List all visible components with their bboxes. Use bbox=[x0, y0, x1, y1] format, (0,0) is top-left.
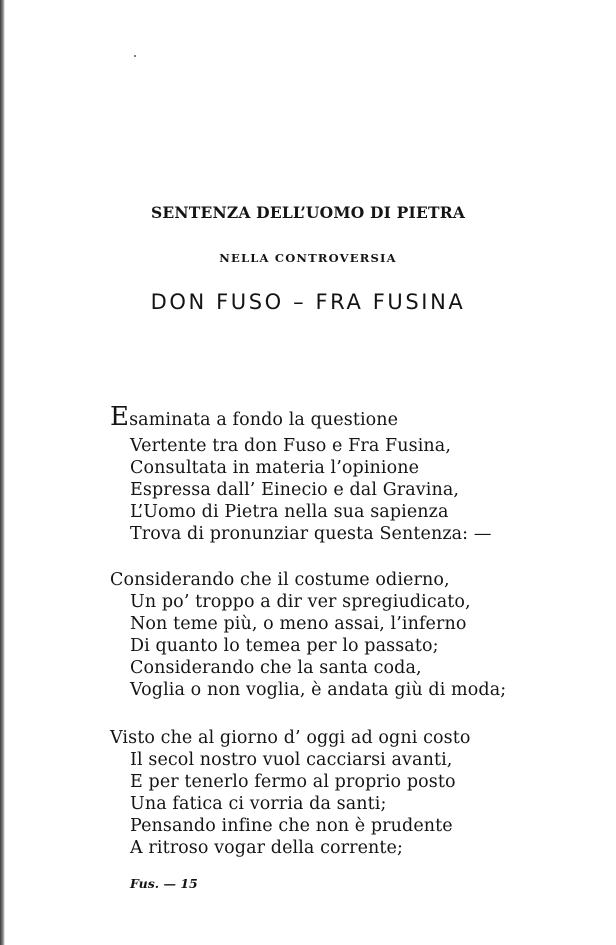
stanza-1-line-1 bbox=[110, 404, 398, 430]
drop-cap-initial: E bbox=[110, 402, 130, 432]
page-heading: DON FUSO – FRA FUSINA bbox=[150, 290, 466, 314]
page-title: SENTENZA DELL’UOMO DI PIETRA bbox=[150, 203, 466, 222]
page-subtitle: NELLA CONTROVERSIA bbox=[219, 251, 397, 265]
stanza-1-line-5: L’Uomo di Pietra nella sua sapienza bbox=[130, 502, 449, 522]
stanza-3-line-1: Visto che al giorno d’ oggi ad ogni costo bbox=[110, 728, 471, 748]
stanza-3-line-2: Il secol nostro vuol cacciarsi avanti, bbox=[130, 750, 453, 770]
stanza-1-line-1-text: saminata a fondo la questione bbox=[129, 410, 399, 430]
page-binding-edge bbox=[0, 0, 5, 945]
stanza-2-line-4: Di quanto lo temea per lo passato; bbox=[130, 636, 439, 656]
stanza-1-line-4: Espressa dall’ Einecio e dal Gravina, bbox=[130, 480, 460, 500]
stanza-3-line-3: E per tenerlo fermo al proprio posto bbox=[130, 772, 456, 792]
stanza-2-line-6: Voglia o non voglia, è andata giù di moda; bbox=[130, 680, 507, 700]
paper-speck bbox=[134, 55, 136, 57]
stanza-1-line-3: Consultata in materia l’opinione bbox=[130, 458, 420, 478]
stanza-1-line-2: Vertente tra don Fuso e Fra Fusina, bbox=[130, 436, 452, 456]
stanza-3-line-5: Pensando infine che non è prudente bbox=[130, 816, 453, 836]
stanza-3-line-6: A ritroso vogar della corrente; bbox=[130, 838, 403, 858]
stanza-1-line-6: Trova di pronunziar questa Sentenza: — bbox=[130, 524, 492, 544]
signature-mark: Fus. — 15 bbox=[130, 876, 198, 891]
stanza-2-line-3: Non teme più, o meno assai, l’inferno bbox=[130, 614, 467, 634]
stanza-2-line-2: Un po’ troppo a dir ver spregiudicato, bbox=[130, 592, 471, 612]
stanza-2-line-5: Considerando che la santa coda, bbox=[130, 658, 422, 678]
stanza-2-line-1: Considerando che il costume odierno, bbox=[110, 570, 450, 590]
stanza-3-line-4: Una fatica ci vorria da santi; bbox=[130, 794, 387, 814]
